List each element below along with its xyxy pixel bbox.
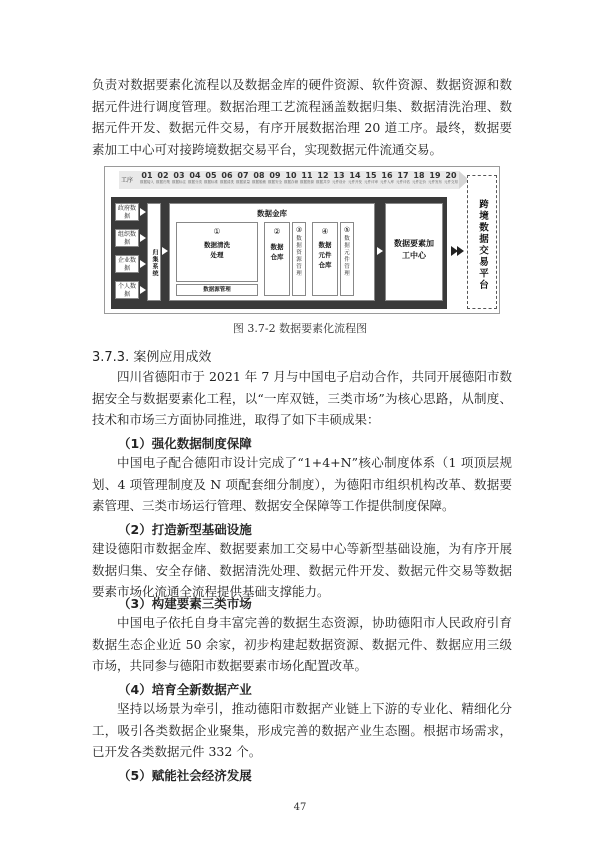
element-number: ④	[321, 227, 329, 236]
step-label: 数据标准	[204, 180, 218, 184]
item-text-4: 坚持以场景为牵引，推动德阳市数据产业链上下游的专业化、精细化分工，吸引各类数据企业聚集，形成完善的数据产业生态圈。根据市场需求，已开发各类数据元件 332 个。	[92, 701, 512, 759]
process-step	[299, 171, 315, 184]
step-number: 11	[301, 171, 313, 180]
element-label: 数据元件仓库	[318, 241, 332, 269]
item-text-3: 中国电子依托自身丰富完善的数据生态资源，协助德阳市人民政府引育数据生态企业近 50 余家，初步构建起数据资源、数据元件、数据应用三级市场，共同参与德阳市数据要素市场化配置改革。	[92, 615, 512, 673]
step-number: 14	[349, 171, 361, 180]
step-label: 元件评估	[396, 180, 410, 184]
process-step	[443, 171, 459, 184]
step-label: 数据质量	[236, 180, 250, 184]
cleaning-label: 数据清洗处理	[204, 241, 230, 259]
step-label: 数据存储	[284, 180, 298, 184]
cleaning-number: ①	[213, 227, 221, 236]
process-step	[155, 171, 171, 184]
item-heading-2: （2）打造新型基础设施	[118, 522, 252, 537]
process-step	[171, 171, 187, 184]
collection-system: 归集系统	[147, 203, 161, 301]
element-mgmt-label: 数据元件管理	[344, 236, 350, 277]
arrow-icon	[377, 247, 383, 255]
process-step	[283, 171, 299, 184]
process-step	[235, 171, 251, 184]
step-label: 数据标注	[172, 180, 186, 184]
element-number-2: ⑤	[343, 226, 351, 234]
step-label: 数据清洗	[220, 180, 234, 184]
step-number: 17	[397, 171, 409, 180]
step-label: 数据共享	[316, 180, 330, 184]
step-number: 15	[365, 171, 377, 180]
step-number: 20	[445, 171, 457, 180]
section-intro: 四川省德阳市于 2021 年 7 月与中国电子启动合作，共同开展德阳市数据安全与数据要素化工程，以“一库双链，三类市场”为核心思路，从制度、技术和市场三方面协同推进，取得了如下丰硕成果：	[92, 369, 512, 427]
step-label: 元件开发	[348, 180, 362, 184]
process-step	[347, 171, 363, 184]
item-heading-1: （1）强化数据制度保障	[118, 436, 252, 451]
cross-border-label: 跨境数据交易平台	[477, 199, 488, 291]
process-step	[219, 171, 235, 184]
figure-caption: 图 3.7-2 数据要素化流程图	[232, 322, 368, 335]
step-number: 18	[413, 171, 425, 180]
step-label: 数据资源	[300, 180, 314, 184]
step-number: 08	[253, 171, 265, 180]
processing-center	[385, 203, 443, 301]
step-label: 数据安全	[268, 180, 282, 184]
step-label: 元件定价	[412, 180, 426, 184]
steps-label: 工序	[121, 177, 134, 184]
step-number: 12	[317, 171, 329, 180]
intro-paragraph: 负责对数据要素化流程以及数据金库的硬件资源、软件资源、数据资源和数据元件进行调度管理。数据治理工艺流程涵盖数据归集、数据清洗治理、数据元件开发、数据元件交易，有序开展数据治理 20 道工序。最终，数据要素加工中心可对接跨境数据交易平台，实现数据元件流通交易。	[92, 77, 512, 157]
source-personal: 个人数据	[115, 281, 139, 299]
process-step	[363, 171, 379, 184]
cleaning-box	[176, 222, 258, 282]
process-step	[315, 171, 331, 184]
process-steps-bar	[119, 171, 459, 189]
step-label: 数据归集	[156, 180, 170, 184]
item-heading-3: （3）构建要素三类市场	[118, 596, 252, 611]
item-heading-4: （4）培育全新数据产业	[118, 682, 252, 697]
vault-title: 数据金库	[257, 209, 287, 218]
process-step	[395, 171, 411, 184]
repo-number: ②	[273, 227, 281, 236]
repository-box	[264, 222, 290, 296]
item-text-1: 中国电子配合德阳市设计完成了“1+4+N”核心制度体系（1 项顶层规划、4 项管理制度及 N 项配套细分制度），为德阳市组织机构改革、数据要素管理、三类市场运行管理、数据安全保障等工作提供制度保障。	[92, 455, 512, 513]
arrow-icon	[162, 247, 168, 255]
page-number: 47	[293, 802, 307, 813]
step-label: 元件评审	[364, 180, 378, 184]
step-number: 09	[269, 171, 281, 180]
step-number: 03	[173, 171, 185, 180]
step-label: 元件交易	[444, 180, 458, 184]
section-heading: 3.7.3. 案例应用成效	[92, 350, 212, 365]
repo-label: 数据仓库	[270, 243, 284, 261]
item-text-2: 建设德阳市数据金库、数据要素加工交易中心等新型基础设施，为有序开展数据归集、安全存储、数据清洗处理、数据元件开发、数据元件交易等数据要素市场化流通全流程提供基础支撑能力。	[92, 541, 512, 599]
step-number: 06	[221, 171, 233, 180]
process-step	[267, 171, 283, 184]
process-step	[427, 171, 443, 184]
step-number: 02	[157, 171, 169, 180]
step-number: 19	[429, 171, 441, 180]
process-step	[251, 171, 267, 184]
arrow-icon	[457, 246, 464, 256]
process-step	[331, 171, 347, 184]
source-management: 数据源管理	[176, 284, 258, 296]
process-step	[411, 171, 427, 184]
step-number: 01	[141, 171, 153, 180]
data-vault	[169, 203, 375, 301]
step-number: 05	[205, 171, 217, 180]
arrow-icon	[140, 208, 146, 216]
arrow-icon	[140, 286, 146, 294]
resource-number: ③	[295, 226, 303, 234]
step-label: 元件设计	[332, 180, 346, 184]
step-number: 10	[285, 171, 297, 180]
step-number: 13	[333, 171, 345, 180]
step-number: 04	[189, 171, 201, 180]
process-step	[379, 171, 395, 184]
process-step	[203, 171, 219, 184]
element-mgmt-box	[340, 222, 354, 296]
step-number: 16	[381, 171, 393, 180]
step-label: 数据脱敏	[252, 180, 266, 184]
item-heading-5: （5）赋能社会经济发展	[118, 768, 252, 783]
data-element-flow-diagram	[104, 166, 500, 314]
arrow-icon	[140, 234, 146, 242]
source-enterprise: 企业数据	[115, 255, 139, 273]
resource-mgmt-label: 数据资源管理	[296, 236, 302, 277]
step-label: 数据分类	[188, 180, 202, 184]
arrow-icon	[140, 260, 146, 268]
step-label: 元件发布	[428, 180, 442, 184]
element-repo-box	[312, 222, 338, 296]
resource-mgmt-box	[292, 222, 306, 296]
step-number: 07	[237, 171, 249, 180]
source-government: 政府数据	[115, 203, 139, 221]
step-label: 元件入库	[380, 180, 394, 184]
step-label: 数据接入	[140, 180, 154, 184]
cross-border-platform	[467, 175, 497, 309]
process-step	[187, 171, 203, 184]
source-organization: 组织数据	[115, 229, 139, 247]
process-step	[139, 171, 155, 184]
center-label: 数据要素加工中心	[394, 239, 434, 260]
